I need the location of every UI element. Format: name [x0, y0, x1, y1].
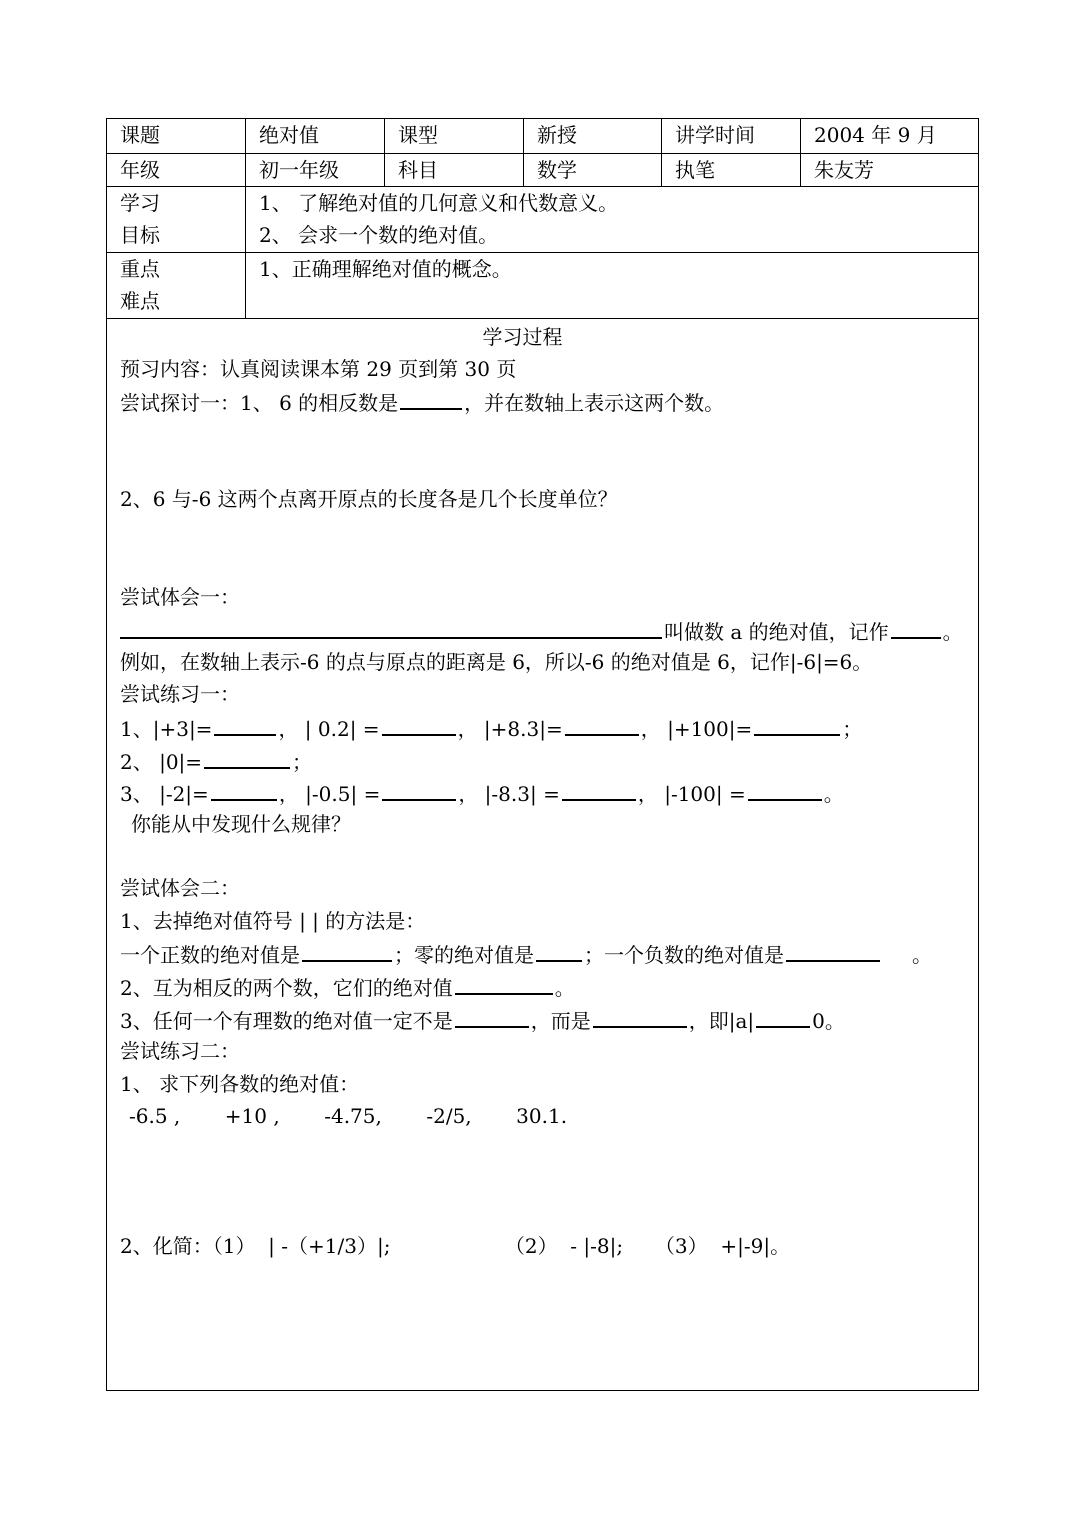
blank [562, 777, 636, 801]
goal-item-1: 1、 了解绝对值的几何意义和代数意义。 [259, 191, 619, 215]
practice-2-numbers: -6.5 , +10 , -4.75, -2/5, 30.1. [129, 1104, 568, 1128]
header-row-2 [107, 154, 978, 187]
blank [748, 777, 822, 801]
label-type: 课型 [398, 123, 438, 147]
blank [756, 1004, 810, 1028]
preview-line: 预习内容：认真阅读课本第 29 页到第 30 页 [120, 357, 517, 381]
experience-2-line-4: 3、任何一个有理数的绝对值一定不是 ，而是 ，即|a| 0。 [120, 1004, 845, 1036]
focus-label-1: 重点 [120, 257, 160, 281]
value-author: 朱友芳 [814, 158, 874, 182]
discuss-1: 尝试探讨一：1、 6 的相反数是 ，并在数轴上表示这两个数。 [120, 386, 724, 418]
practice-2-title: 尝试练习二： [120, 1039, 240, 1063]
blank [382, 712, 456, 736]
blank [455, 1004, 529, 1028]
focus-item-1: 1、正确理解绝对值的概念。 [259, 257, 512, 281]
label-grade: 年级 [120, 158, 160, 182]
blank [565, 712, 639, 736]
blank [754, 712, 840, 736]
label-subject: 科目 [398, 158, 438, 182]
goal-item-2: 2、 会求一个数的绝对值。 [259, 223, 499, 247]
goals-label-1: 学习 [120, 191, 160, 215]
experience-1-title: 尝试体会一： [120, 585, 240, 609]
practice-1-title: 尝试练习一： [120, 682, 240, 706]
value-type: 新授 [537, 123, 577, 147]
practice-1-line-1: 1、|+3|= ， | 0.2| = ， |+8.3|= ， |+100|= ； [120, 712, 862, 744]
blank [786, 938, 880, 962]
blank [455, 971, 553, 995]
blank [891, 615, 941, 639]
experience-1-example: 例如，在数轴上表示-6 的点与原点的距离是 6，所以-6 的绝对值是 6，记作|-6|=6。 [120, 650, 873, 674]
blank [211, 777, 277, 801]
label-time: 讲学时间 [675, 123, 755, 147]
blank [382, 777, 456, 801]
experience-2-line-3: 2、互为相反的两个数，它们的绝对值 。 [120, 971, 575, 1003]
experience-2-title: 尝试体会二： [120, 876, 240, 900]
practice-2-simplify: 2、化简：（1） | -（+1/3）|; （2） - |-8|; （3） +|-9|。 [120, 1234, 791, 1258]
practice-2-line-1: 1、 求下列各数的绝对值： [120, 1072, 360, 1096]
focus-label-2: 难点 [120, 289, 160, 313]
blank [214, 712, 276, 736]
value-topic: 绝对值 [259, 123, 319, 147]
experience-2-line-1: 1、去掉绝对值符号 | | 的方法是： [120, 909, 426, 933]
blank [302, 938, 392, 962]
practice-1-question: 你能从中发现什么规律？ [131, 812, 351, 836]
learning-process [107, 319, 978, 1390]
lesson-plan-sheet [106, 118, 979, 1391]
practice-1-line-2: 2、 |0|= ； [120, 745, 312, 777]
blank [400, 386, 462, 410]
label-topic: 课题 [120, 123, 160, 147]
blank [204, 745, 290, 769]
value-grade: 初一年级 [259, 158, 339, 182]
goals-row [107, 187, 978, 253]
blank [120, 615, 662, 639]
experience-2-line-2: 一个正数的绝对值是 ；零的绝对值是 ；一个负数的绝对值是 。 [120, 938, 932, 970]
process-title: 学习过程 [482, 325, 563, 349]
blank [593, 1004, 687, 1028]
experience-1-definition: 叫做数 a 的绝对值，记作 。 [120, 615, 963, 647]
practice-1-line-3: 3、 |-2|= ， |-0.5| = ， |-8.3| = ， |-100| = 。 [120, 777, 844, 809]
value-subject: 数学 [537, 158, 577, 182]
blank [536, 938, 582, 962]
value-time: 2004 年 9 月 [814, 123, 937, 147]
header-row-1 [107, 119, 978, 154]
focus-row [107, 253, 978, 319]
goals-label-2: 目标 [120, 223, 160, 247]
discuss-2: 2、6 与-6 这两个点离开原点的长度各是几个长度单位？ [120, 487, 618, 511]
label-author: 执笔 [675, 158, 715, 182]
